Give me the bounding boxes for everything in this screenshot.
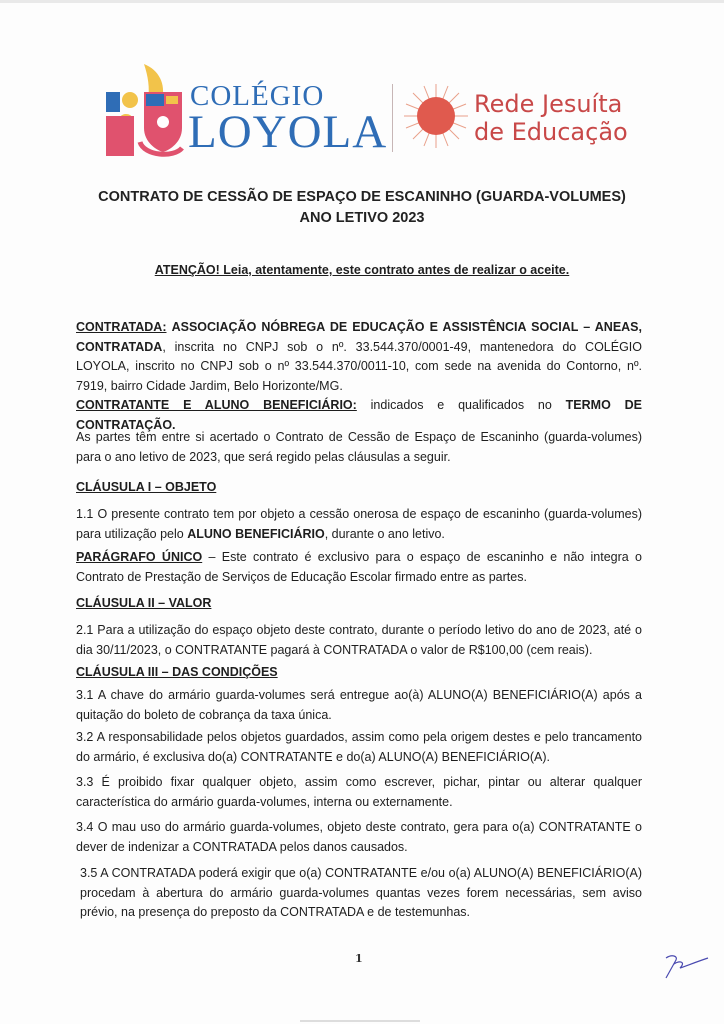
letterhead bbox=[104, 62, 634, 158]
network-name-line2: de Educação bbox=[474, 118, 628, 146]
contratada-bold: CONTRATADA bbox=[76, 339, 163, 354]
clause1-unique-paragraph bbox=[76, 548, 642, 587]
signature-initials-icon bbox=[660, 950, 710, 980]
unique-paragraph-text: – Este contrato é exclusivo para o espaço de escaninho e não integra o Contrato de Prestação de Serviços de Educação Escolar firmado entre as partes. bbox=[76, 550, 642, 584]
clause2-heading: CLÁUSULA II – VALOR bbox=[76, 596, 212, 610]
clause1-beneficiary: ALUNO BENEFICIÁRIO bbox=[187, 526, 325, 541]
attention-notice: ATENÇÃO! Leia, atentamente, este contrato antes de realizar o aceite. bbox=[154, 263, 570, 277]
clause3-item1: 3.1 A chave do armário guarda-volumes será entregue ao(à) ALUNO(A) BENEFICIÁRIO(A) após a quitação do boleto de cobrança da taxa única. bbox=[76, 688, 642, 722]
contratada-name: ASSOCIAÇÃO NÓBREGA DE EDUCAÇÃO E ASSISTÊNCIA SOCIAL – ANEAS, bbox=[171, 320, 642, 334]
contratante-text: indicados e qualificados no bbox=[356, 398, 566, 412]
school-name-line2: LOYOLA bbox=[188, 106, 388, 158]
intro-paragraph: As partes têm entre si acertado o Contrato de Cessão de Espaço de Escaninho (guarda-volumes) para o ano letivo de 2023, que será regido pelas cláusulas a seguir. bbox=[76, 430, 642, 464]
clause3-item2: 3.2 A responsabilidade pelos objetos guardados, assim como pela origem destes e pelo trancamento do armário, é exclusiva do(a) CONTRATANTE e do(a) ALUNO(A) BENEFICIÁRIO(A). bbox=[76, 730, 642, 764]
clause2-item1: 2.1 Para a utilização do espaço objeto deste contrato, durante o período letivo do ano de 2023, até o dia 30/11/2023, o CONTRATANTE pagará à CONTRATADA o valor de R$100,00 (cem reais). bbox=[76, 623, 642, 657]
clause1-text-a: 1.1 O presente contrato tem por objeto a cessão onerosa de espaço de escaninho (guarda-volumes) para utilização pelo bbox=[76, 507, 642, 541]
sun-icon bbox=[404, 84, 468, 148]
clause3-item5: 3.5 A CONTRATADA poderá exigir que o(a) CONTRATANTE e/ou o(a) ALUNO(A) BENEFICIÁRIO(A) procedam à abertura do armário guarda-volumes quantas vezes forem necessárias, sem aviso prévio, na presença do preposto da CONTRATADA e de testemunhas. bbox=[80, 866, 642, 919]
contratada-paragraph bbox=[76, 318, 642, 396]
contratante-label: CONTRATANTE E ALUNO BENEFICIÁRIO: bbox=[76, 398, 357, 412]
network-name-line1: Rede Jesuíta bbox=[474, 90, 623, 118]
contratada-label: CONTRATADA: bbox=[76, 320, 167, 334]
clause3-item3: 3.3 É proibido fixar qualquer objeto, assim como escrever, pichar, pintar ou alterar qualquer característica do armário guarda-volumes, interna ou externamente. bbox=[76, 775, 642, 809]
contract-title: CONTRATO DE CESSÃO DE ESPAÇO DE ESCANINHO (GUARDA-VOLUMES) bbox=[98, 189, 626, 205]
logo-divider bbox=[392, 84, 393, 152]
page-top-edge bbox=[0, 0, 724, 3]
unique-paragraph-label: PARÁGRAFO ÚNICO bbox=[76, 550, 203, 564]
clause1-item1 bbox=[76, 505, 642, 544]
clause3-item4: 3.4 O mau uso do armário guarda-volumes, objeto deste contrato, gera para o(a) CONTRATANTE o dever de indenizar a CONTRATADA pelos danos causados. bbox=[76, 820, 642, 854]
colegio-loyola-crest-icon bbox=[104, 62, 190, 158]
contract-subtitle: ANO LETIVO 2023 bbox=[299, 210, 425, 226]
clause1-text-c: , durante o ano letivo. bbox=[324, 526, 445, 541]
contratada-details: , inscrita no CNPJ sob o nº. 33.544.370/0001-49, mantenedora do COLÉGIO LOYOLA, inscrito no CNPJ sob o nº 33.544.370/0011-10, com sede na avenida do Contorno, nº. 7919, bairro Cidade Jardim, Belo Horizonte/MG. bbox=[76, 339, 642, 393]
clause3-heading: CLÁUSULA III – DAS CONDIÇÕES bbox=[76, 665, 278, 679]
page-number: 1 bbox=[355, 952, 363, 965]
clause1-heading: CLÁUSULA I – OBJETO bbox=[76, 480, 217, 494]
scan-artifact-line bbox=[300, 1020, 420, 1022]
contratante-term: TERMO DE CONTRATAÇÃO. bbox=[76, 398, 642, 432]
school-name-line1: COLÉGIO bbox=[190, 80, 325, 112]
